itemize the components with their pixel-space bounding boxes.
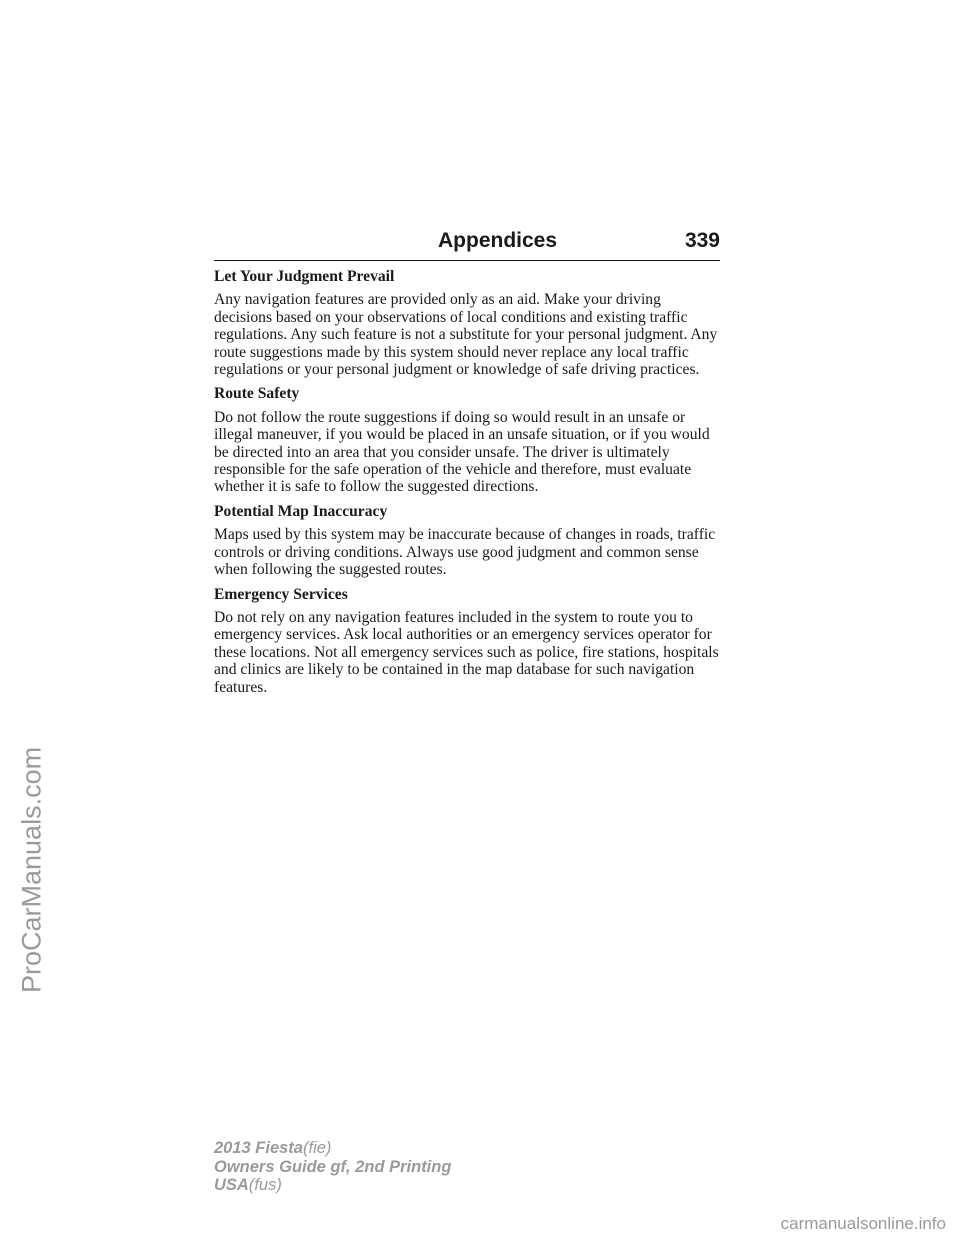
side-watermark: ProCarManuals.com <box>16 746 47 994</box>
section-heading: Emergency Services <box>214 585 348 603</box>
footer-line-guide: Owners Guide gf, 2nd Printing <box>214 1157 452 1176</box>
footer-market-code: (fus) <box>248 1176 282 1194</box>
footer-line-model <box>214 1139 451 1158</box>
section-map-inaccuracy <box>214 503 720 579</box>
section-judgment <box>214 268 720 378</box>
section-body: Any navigation features are provided only as an aid. Make your driving decisions based on your observations of local conditions and existing traffic regulations. Any such feature is not a substitute for your personal judgment. Any route suggestions made by this system should never replace any local traffic regulations or your personal judgment or knowledge of safe driving practices. <box>214 291 718 379</box>
section-body: Do not rely on any navigation features included in the system to route you to emergency services. Ask local authorities or an emergency services operator for these locations. Not all emergency services such as police, fire stations, hospitals and clinics are likely to be contained in the map database for such navigation features. <box>214 608 719 696</box>
footer-line-market <box>214 1176 451 1195</box>
footer-market: USA <box>214 1176 249 1194</box>
page-number: 339 <box>684 229 720 252</box>
bottom-watermark: carmanualsonline.info <box>780 1214 946 1233</box>
section-route-safety <box>214 385 720 495</box>
section-heading: Potential Map Inaccuracy <box>214 502 388 520</box>
section-body: Maps used by this system may be inaccurate because of changes in roads, traffic controls or driving conditions. Always use good judgment and common sense when following the suggested routes. <box>214 526 716 579</box>
section-heading: Route Safety <box>214 385 300 403</box>
page-header <box>214 228 720 261</box>
page-footer <box>214 1139 451 1195</box>
footer-model: 2013 Fiesta <box>214 1139 303 1157</box>
section-heading: Let Your Judgment Prevail <box>214 268 395 285</box>
section-body: Do not follow the route suggestions if doing so would result in an unsafe or illegal maneuver, if you would be placed in an unsafe situation, or if you would be directed into an area that you consider unsafe. The driver is ultimately responsible for the safe operation of the vehicle and therefore, must evaluate whether it is safe to follow the suggested directions. <box>214 408 710 496</box>
section-emergency-services <box>214 586 720 696</box>
page-title: Appendices <box>438 229 558 252</box>
footer-model-code: (fie) <box>302 1139 332 1157</box>
page-content <box>214 268 720 703</box>
